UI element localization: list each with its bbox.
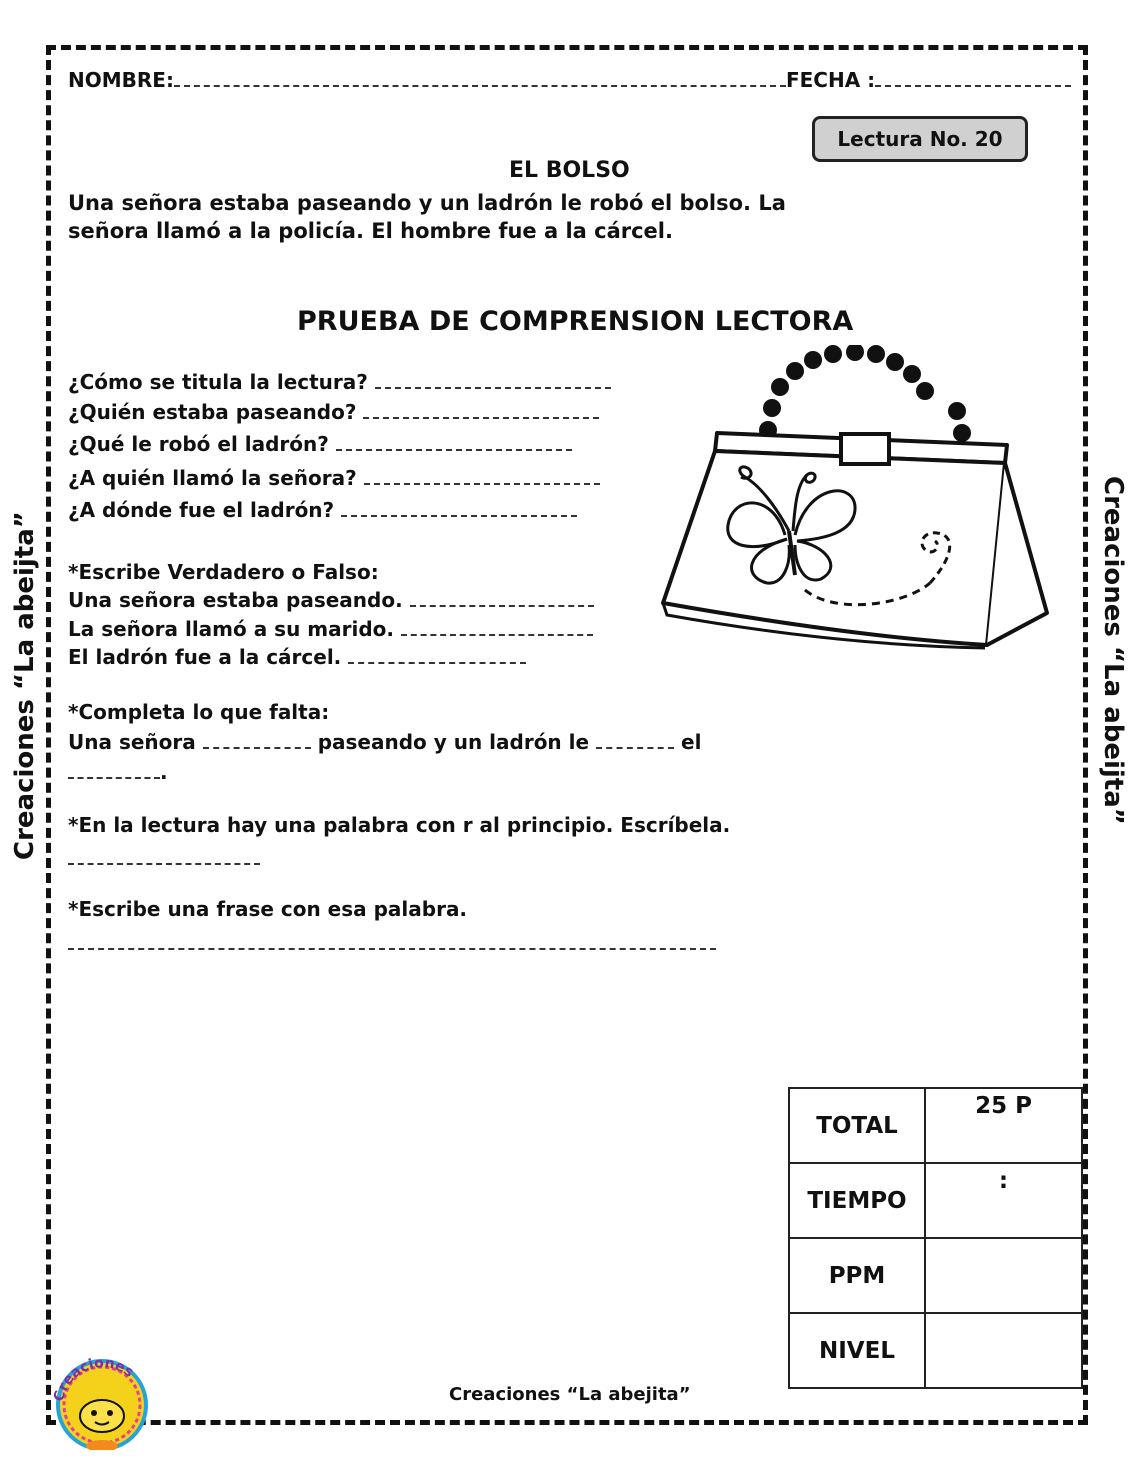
statement-text: Una señora estaba paseando. (68, 588, 403, 612)
answer-field[interactable] (364, 469, 600, 485)
question-text: ¿Quién estaba paseando? (68, 400, 357, 424)
true-false-item-1 (68, 588, 594, 612)
blank-field[interactable] (203, 733, 311, 749)
question-text: ¿A dónde fue el ladrón? (68, 498, 335, 522)
story-line-2: señora llamó a la policía. El hombre fue a la cárcel. (68, 219, 673, 243)
story-text (68, 189, 828, 245)
score-value[interactable]: 25 P (925, 1088, 1082, 1163)
score-label: NIVEL (789, 1313, 925, 1388)
answer-field[interactable] (410, 591, 594, 607)
footer-text: Creaciones “La abejita” (449, 1384, 691, 1405)
answer-field[interactable] (341, 501, 577, 517)
sentence-part: paseando y un ladrón le (317, 730, 590, 754)
answer-field[interactable] (375, 373, 611, 389)
question-2 (68, 400, 599, 424)
question-3 (68, 432, 572, 456)
sentence-part: Una señora (68, 730, 196, 754)
word-task-answer (68, 846, 260, 870)
phrase-task-answer (68, 931, 716, 955)
test-title: PRUEBA DE COMPRENSION LECTORA (297, 306, 854, 337)
score-value[interactable] (925, 1313, 1082, 1388)
question-text: ¿Qué le robó el ladrón? (68, 432, 329, 456)
answer-field[interactable] (336, 435, 572, 451)
date-label: FECHA : (785, 68, 876, 92)
question-4 (68, 466, 600, 490)
story-line-1: Una señora estaba paseando y un ladrón le robó el bolso. La (68, 191, 786, 215)
blank-field[interactable] (596, 733, 674, 749)
answer-field[interactable] (68, 849, 260, 865)
story-title: EL BOLSO (509, 158, 630, 183)
answer-field[interactable] (363, 403, 599, 419)
answer-field[interactable] (68, 934, 716, 950)
answer-field[interactable] (348, 648, 526, 664)
sentence-part: el (681, 730, 702, 754)
answer-field[interactable] (401, 620, 593, 636)
score-value[interactable]: : (925, 1163, 1082, 1238)
name-field[interactable] (174, 71, 786, 87)
true-false-item-3 (68, 645, 526, 669)
true-false-heading: *Escribe Verdadero o Falso: (68, 560, 379, 584)
side-text-left: Creaciones “La abeijta” (10, 511, 40, 860)
side-text-right: Creaciones “La abeijta” (1098, 476, 1128, 825)
complete-sentence-continuation: . (68, 760, 168, 784)
score-row-total (789, 1088, 1082, 1163)
statement-text: El ladrón fue a la cárcel. (68, 645, 342, 669)
word-task: *En la lectura hay una palabra con r al principio. Escríbela. (68, 813, 731, 837)
score-row-ppm (789, 1238, 1082, 1313)
handbag-illustration (655, 345, 1055, 650)
complete-heading: *Completa lo que falta: (68, 700, 330, 724)
question-text: ¿Cómo se titula la lectura? (68, 370, 368, 394)
score-label: TOTAL (789, 1088, 925, 1163)
header-line (68, 68, 1071, 92)
reading-number-badge: Lectura No. 20 (812, 116, 1028, 162)
logo-text: Creaciones (51, 1355, 137, 1403)
score-label: TIEMPO (789, 1163, 925, 1238)
question-text: ¿A quién llamó la señora? (68, 466, 357, 490)
score-table (788, 1087, 1083, 1389)
score-label: PPM (789, 1238, 925, 1313)
phrase-task: *Escribe una frase con esa palabra. (68, 897, 468, 921)
name-label: NOMBRE: (68, 68, 174, 92)
complete-sentence (68, 730, 701, 754)
question-1 (68, 370, 611, 394)
statement-text: La señora llamó a su marido. (68, 617, 394, 641)
bee-logo (49, 1350, 155, 1450)
true-false-item-2 (68, 617, 593, 641)
score-row-level (789, 1313, 1082, 1388)
question-5 (68, 498, 577, 522)
blank-field[interactable] (68, 763, 160, 779)
date-field[interactable] (875, 71, 1071, 87)
score-row-time (789, 1163, 1082, 1238)
score-value[interactable] (925, 1238, 1082, 1313)
